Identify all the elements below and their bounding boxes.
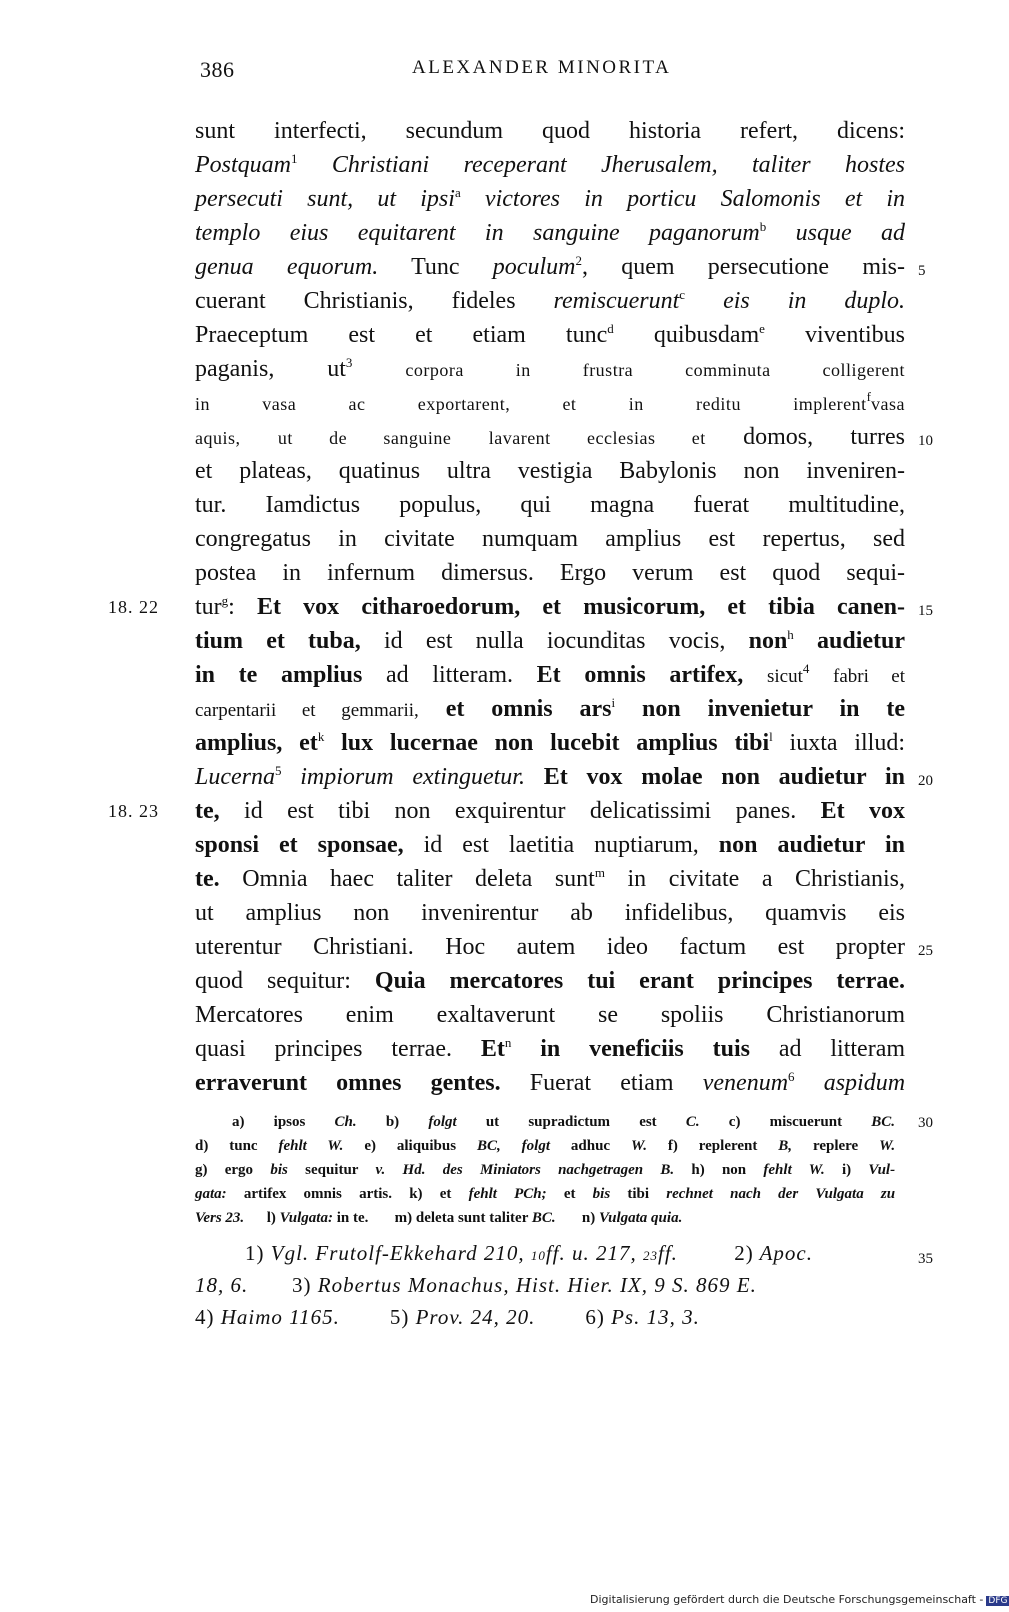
line-number: 25 <box>918 943 933 959</box>
line-number: 35 <box>918 1251 933 1267</box>
text-line-28: quasi principes terrae. Et$^n$ in veneficiis tuis ad litteram <box>195 1035 906 1062</box>
text-line-12: tur. Iamdictus populus, qui magna fuerat multitudine, <box>195 492 905 518</box>
text-line-15: tur$^g$: Et vox citharoedorum, et musicorum, et tibia canen- <box>195 593 905 620</box>
footnote-line-5: Vers 23. l) Vulgata: in te. m) deleta sunt taliter BC. n) Vulgata quia. <box>195 1210 683 1226</box>
source-line-3: 4) Haimo 1165. 5) Prov. 24, 20. 6) Ps. 13, 3. <box>195 1305 700 1329</box>
footnote-line-4: gata: artifex omnis artis. k) et fehlt PCh; et bis tibi rechnet nach der Vulgata zu <box>195 1186 896 1202</box>
text-line-10: aquis, ut de sanguine lavarent ecclesias et domos, turres <box>195 424 906 450</box>
page-number: 386 <box>200 57 235 82</box>
text-line-14: postea in infernum dimersus. Ergo verum est quod sequi- <box>195 560 905 586</box>
text-line-1: sunt interfecti, secundum quod historia refert, dicens: <box>195 118 905 144</box>
page-header <box>0 57 1000 89</box>
text-line-29: erraverunt omnes gentes. Fuerat etiam venenum$^6$ aspidum <box>195 1069 906 1096</box>
footnote-line-2: d) tunc fehlt W. e) aliquibus BC, folgt adhuc W. f) replerent B, replere W. <box>195 1138 896 1154</box>
text-line-23: te. Omnia haec taliter deleta sunt$^m$ in civitate a Christianis, <box>195 865 906 892</box>
footnote-line-3: g) ergo bis sequitur v. Hd. des Miniators nachgetragen B. h) non fehlt W. i) Vul- <box>195 1162 896 1178</box>
text-line-9: in vasa ac exportarent, et in reditu implerent$^f$vasa <box>195 389 905 414</box>
footnote-line-1: a) ipsos Ch. b) folgt ut supradictum est C. c) miscuerunt BC. <box>232 1114 896 1130</box>
digitization-notice: Digitalisierung gefördert durch die Deutsche Forschungsgemeinschaft - DFG <box>590 1593 1008 1606</box>
line-number: 5 <box>918 263 926 279</box>
margin-reference: 18. 22 <box>108 597 159 617</box>
text-line-20: Lucerna$^5$ impiorum extinguetur. Et vox molae non audietur in <box>195 763 906 790</box>
line-number: 20 <box>918 773 933 789</box>
text-line-22: sponsi et sponsae, id est laetitia nuptiarum, non audietur in <box>195 832 906 858</box>
text-line-5: genua equorum. Tunc poculum$^2$, quem persecutione mis- <box>195 253 905 280</box>
text-line-6: cuerant Christianis, fideles remiscuerunt$^c$ eis in duplo. <box>195 287 906 314</box>
dfg-logo: DFG <box>988 1596 1008 1606</box>
text-line-26: quod sequitur: Quia mercatores tui erant principes terrae. <box>195 968 905 994</box>
source-line-2: 18, 6. 3) Robertus Monachus, Hist. Hier. IX, 9 S. 869 E. <box>195 1273 757 1297</box>
line-number: 10 <box>918 433 933 449</box>
text-line-3: persecuti sunt, ut ipsi$^a$ victores in porticu Salomonis et in <box>195 185 906 212</box>
text-line-7: Praeceptum est et etiam tunc$^d$ quibusdam$^e$ viventibus <box>195 321 906 348</box>
text-line-11: et plateas, quatinus ultra vestigia Babylonis non inveniren- <box>195 458 905 484</box>
text-line-16: tium et tuba, id est nulla iocunditas vocis, non$^h$ audietur <box>195 627 906 654</box>
text-line-4: templo eius equitarent in sanguine paganorum$^b$ usque ad <box>195 219 905 246</box>
text-line-25: uterentur Christiani. Hoc autem ideo factum est propter <box>195 934 905 960</box>
line-number: 30 <box>918 1115 933 1131</box>
text-line-21: te, id est tibi non exquirentur delicatissimi panes. Et vox <box>195 798 906 824</box>
text-line-17: in te amplius ad litteram. Et omnis artifex, sicut$^4$ fabri et <box>195 661 906 688</box>
text-line-2: Postquam$^1$ Christiani receperant Jherusalem, taliter hostes <box>195 151 905 178</box>
text-line-24: ut amplius non invenirentur ab infidelibus, quamvis eis <box>195 900 905 926</box>
text-line-27: Mercatores enim exaltaverunt se spoliis Christianorum <box>195 1002 905 1028</box>
text-line-13: congregatus in civitate numquam amplius est repertus, sed <box>195 526 905 552</box>
text-line-18: carpentarii et gemmarii, et omnis ars$^i$ non invenietur in te <box>195 695 906 722</box>
text-line-8: paganis, $ut^3$ corpora in frustra comminuta colligerent <box>195 355 905 382</box>
source-line-1: 1) Vgl. Frutolf-Ekkehard 210, 10ff. u. 217, 23ff. 2) Apoc. <box>245 1241 813 1265</box>
text-line-19: amplius, $et^k$ lux lucernae non lucebit amplius tibi$^l$ iuxta illud: <box>195 729 905 756</box>
margin-reference: 18. 23 <box>108 801 159 821</box>
line-number: 15 <box>918 603 933 619</box>
running-title: ALEXANDER MINORITA <box>412 57 672 78</box>
